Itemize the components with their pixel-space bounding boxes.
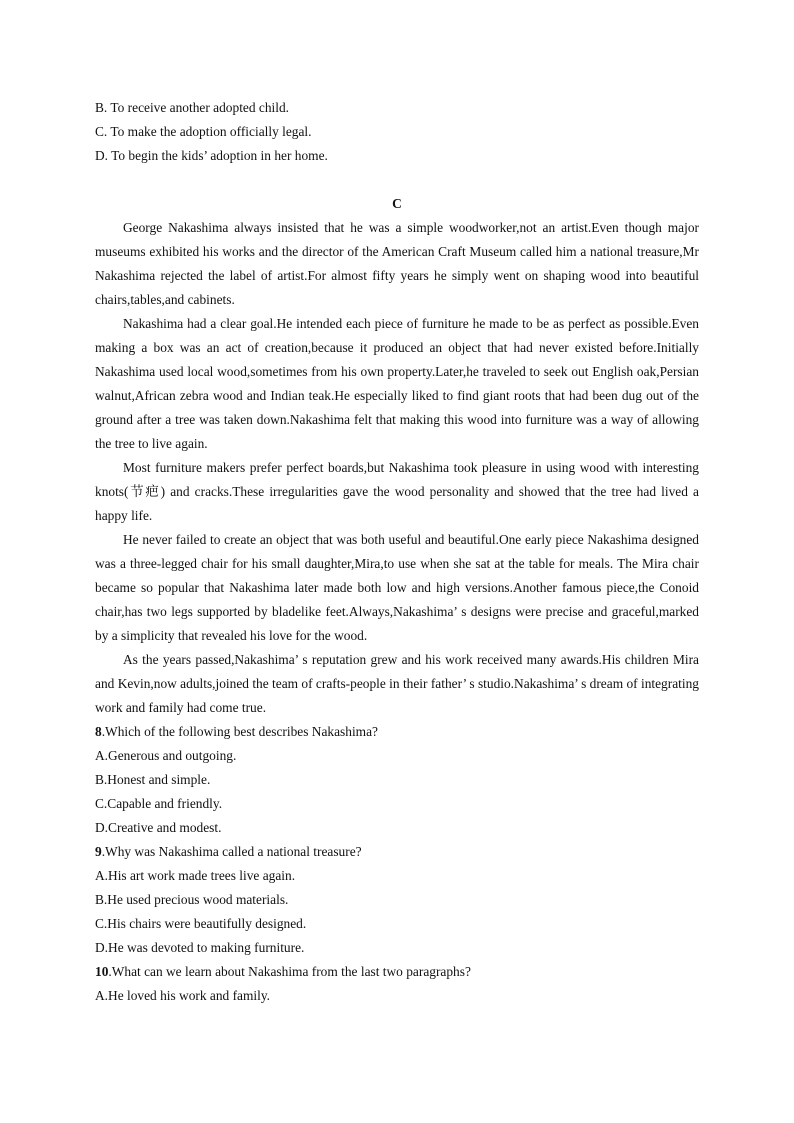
question-stem	[95, 840, 699, 864]
question-9	[95, 840, 699, 960]
answer-option: B.He used precious wood materials.	[95, 892, 289, 907]
question-stem	[95, 720, 699, 744]
paragraph-4: He never failed to create an object that was both useful and beautiful.One early piece Nakashima designed was a three-legged chair for his small daughter,Mira,to use when she sat at the table for meals. The Mira chair became so popular that Nakashima later made both low and high versions.Another famous piece,the Conoid chair,has two legs supported by bladelike feet.Always,Nakashima’ s designs were precise and graceful,marked by a simplicity that revealed his love for the wood.	[95, 532, 699, 643]
question-8	[95, 720, 699, 840]
question-text: .What can we learn about Nakashima from the last two paragraphs?	[108, 964, 471, 979]
answer-option: A.His art work made trees live again.	[95, 868, 296, 883]
document-page	[95, 96, 699, 1008]
option-b: B. To receive another adopted child.	[95, 100, 290, 115]
paragraph-1: George Nakashima always insisted that he was a simple woodworker,not an artist.Even though major museums exhibited his works and the director of the American Craft Museum called him a national treasure,Mr Nakashima rejected the label of artist.For almost fifty years he simply went on shaping wood into beautiful chairs,tables,and cabinets.	[95, 220, 699, 307]
answer-option: C.His chairs were beautifully designed.	[95, 916, 307, 931]
previous-question-options	[95, 96, 699, 168]
question-text: .Which of the following best describes Nakashima?	[101, 724, 378, 739]
question-number: 10	[95, 964, 109, 979]
option-d: D. To begin the kids’ adoption in her home.	[95, 148, 328, 163]
question-stem	[95, 960, 699, 984]
question-number: 9	[95, 844, 102, 859]
answer-option: A.Generous and outgoing.	[95, 748, 237, 763]
question-text: .Why was Nakashima called a national treasure?	[101, 844, 362, 859]
answer-option: C.Capable and friendly.	[95, 796, 223, 811]
paragraph-5: As the years passed,Nakashima’ s reputation grew and his work received many awards.His children Mira and Kevin,now adults,joined the team of crafts-people in their father’ s studio.Nakashima’ s dream of integrating work and family had come true.	[95, 652, 699, 715]
paragraph-2: Nakashima had a clear goal.He intended each piece of furniture he made to be as perfect as possible.Even making a box was an act of creation,because it produced an object that had never existed before.Initially Nakashima used local wood,sometimes from his own property.Later,he traveled to seek out English oak,Persian walnut,African zebra wood and Indian teak.He especially liked to find giant roots that had been dug out of the ground after a tree was taken down.Nakashima felt that making this wood into furniture was a way of allowing the tree to live again.	[95, 316, 699, 451]
passage	[95, 216, 699, 720]
option-c: C. To make the adoption officially legal.	[95, 124, 312, 139]
answer-option: D.Creative and modest.	[95, 820, 222, 835]
question-number: 8	[95, 724, 102, 739]
paragraph-3: Most furniture makers prefer perfect boards,but Nakashima took pleasure in using wood with interesting knots(节疤) and cracks.These irregularities gave the wood personality and showed that the tree had lived a happy life.	[95, 460, 699, 523]
answer-option: D.He was devoted to making furniture.	[95, 940, 305, 955]
section-title: C	[392, 196, 402, 211]
question-10	[95, 960, 699, 1008]
answer-option: A.He loved his work and family.	[95, 988, 271, 1003]
answer-option: B.Honest and simple.	[95, 772, 211, 787]
